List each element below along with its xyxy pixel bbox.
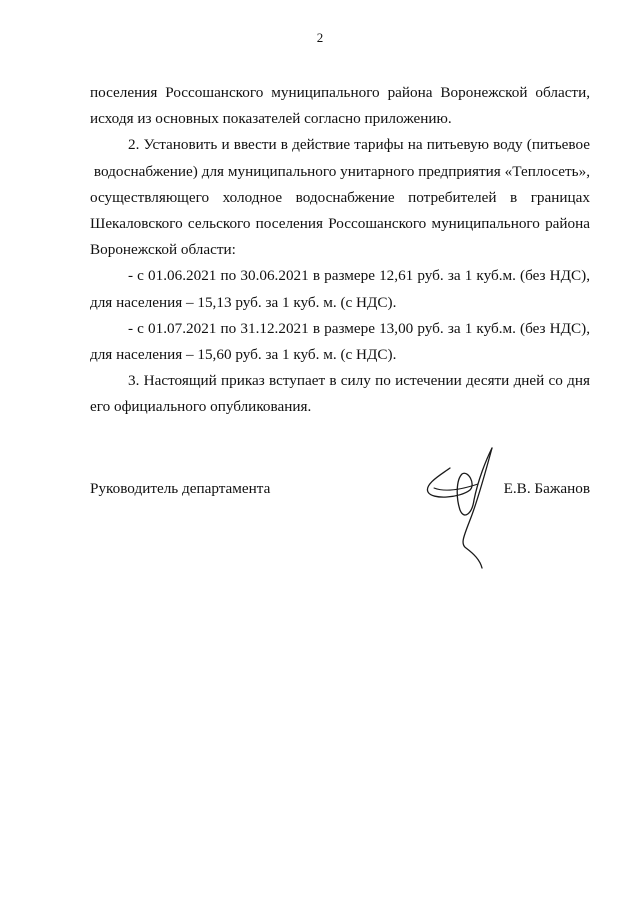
tariff-line-2: - с 01.07.2021 по 31.12.2021 в размере 13,00 руб. за 1 куб.м. (без НДС), (128, 319, 590, 337)
text-line: исходя из основных показателей согласно приложению. (90, 110, 452, 128)
signature-row (90, 478, 590, 500)
text-line: водоснабжение) для муниципального унитарного предприятия «Теплосеть», (90, 162, 590, 180)
position-title: Руководитель департамента (90, 480, 271, 497)
signer-name: Е.В. Бажанов (503, 480, 590, 497)
handwritten-signature (420, 440, 500, 570)
text-line: его официального опубликования. (90, 398, 312, 416)
page-number: 2 (316, 30, 324, 45)
text-line: поселения Россошанского муниципального района Воронежской области, (90, 84, 590, 101)
document-body (90, 80, 590, 420)
text-line: Шекаловского сельского поселения Россошанского муниципального района (90, 214, 590, 232)
paragraph-3-start: 3. Настоящий приказ вступает в силу по истечении десяти дней со дня (128, 372, 590, 390)
tariff-line-1: - с 01.06.2021 по 30.06.2021 в размере 12,61 руб. за 1 куб.м. (без НДС), (128, 267, 590, 285)
tariff-population-1: для населения – 15,13 руб. за 1 куб. м. (с НДС). (90, 293, 397, 311)
text-line: Воронежской области: (90, 241, 236, 259)
text-line: осуществляющего холодное водоснабжение потребителей в границах (90, 188, 590, 206)
tariff-population-2: для населения – 15,60 руб. за 1 куб. м. (с НДС). (90, 345, 397, 363)
paragraph-2-start: 2. Установить и ввести в действие тарифы на питьевую воду (питьевое (128, 136, 590, 154)
